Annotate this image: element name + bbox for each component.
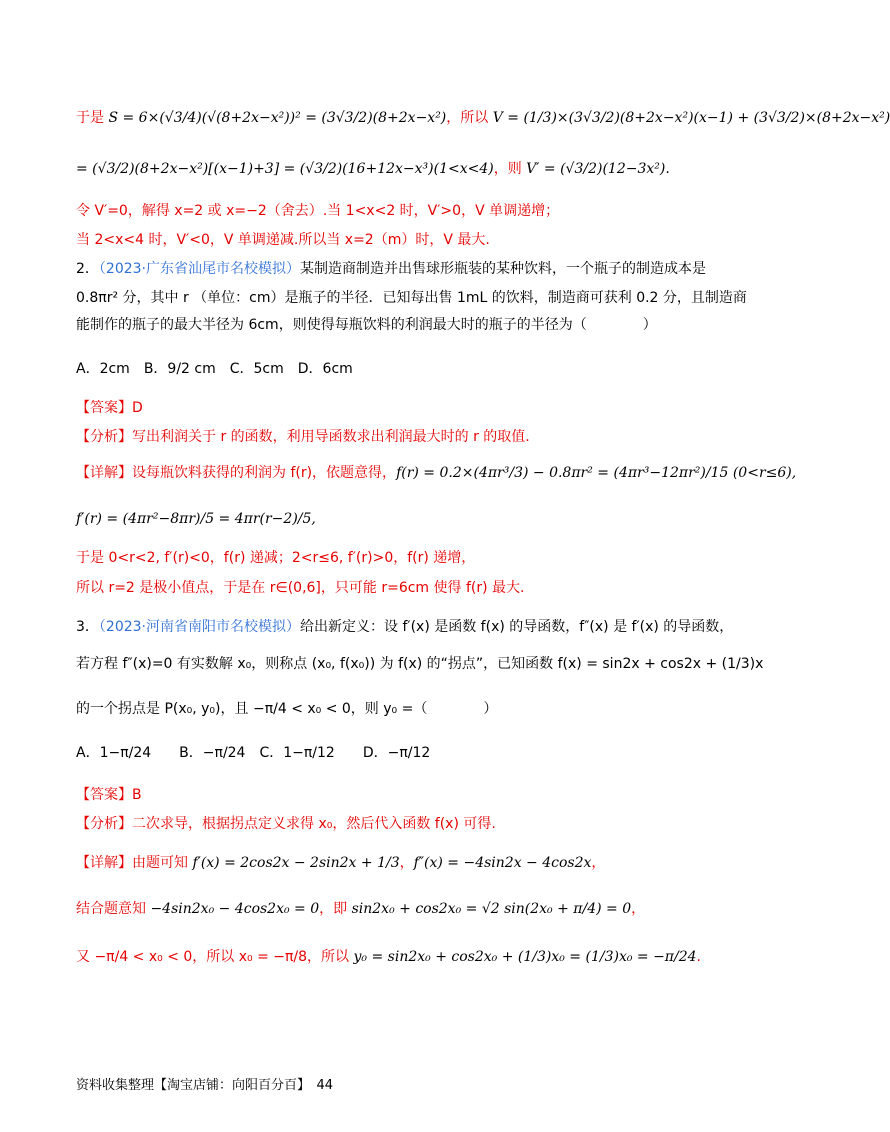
text-segment: A．1−π/24 B．−π/24 C．1−π/12 D．−π/12 (76, 745, 431, 761)
text-segment: 【答案】B (76, 787, 142, 803)
text-segment: sin2x₀ + cos2x₀ = √2 sin(2x₀ + π/4) = 0 (351, 901, 632, 917)
text-line (76, 813, 736, 835)
page-footer: 资料收集整理【淘宝店铺：向阳百分百】 44 (76, 1078, 334, 1093)
text-line (76, 742, 736, 764)
text-segment: = (√3/2)(8+2x−x²)[(x−1)+3] = (√3/2)(16+12x−x³)(1<x<4) (76, 161, 494, 177)
text-line (76, 508, 736, 530)
text-segment: . (696, 949, 701, 965)
text-segment: 若方程 f″(x)=0 有实数解 x₀，则称点 (x₀, f(x₀)) 为 f(x) 的“拐点”，已知函数 f(x) = sin2x + cos2x + (1/3)x (76, 656, 764, 672)
text-line (76, 258, 736, 280)
text-line (76, 200, 736, 222)
text-segment: ，所以 (446, 110, 493, 126)
text-line (76, 653, 764, 675)
text-segment: ，即 (319, 901, 352, 917)
text-segment: 的一个拐点是 P(x₀, y₀)，且 −π/4 < x₀ < 0，则 y₀ =（ ） (76, 701, 498, 717)
text-segment: f(r) = 0.2×(4πr³/3) − 0.8πr² = (4πr³−12πr²)/15 (0<r≤6), (396, 465, 797, 481)
text-line (76, 577, 736, 599)
text-segment: S = 6×(√3/4)(√(8+2x−x²))² = (3√3/2)(8+2x−x²) (108, 110, 447, 126)
text-line (76, 616, 736, 638)
text-segment: 3． (76, 619, 99, 635)
text-segment: 给出新定义：设 f′(x) 是函数 f(x) 的导函数，f″(x) 是 f′(x) 的导函数， (300, 619, 734, 635)
text-line (76, 229, 736, 251)
text-line (76, 426, 736, 448)
text-segment: 2． (76, 261, 99, 277)
text-segment: 当 2<x<4 时，V′<0，V 单调递减.所以当 x=2（m）时，V 最大. (76, 232, 490, 248)
text-line (76, 462, 797, 484)
text-line (76, 358, 736, 380)
text-segment: 【详解】设每瓶饮料获得的利润为 f(r)，依题意得， (76, 465, 397, 481)
text-segment: 又 −π/4 < x₀ < 0，所以 x₀ = −π/8，所以 (76, 949, 354, 965)
text-line (76, 852, 736, 874)
text-segment: −4sin2x₀ − 4cos2x₀ = 0 (150, 901, 320, 917)
text-segment: 【详解】由题可知 (76, 855, 193, 871)
text-line (76, 946, 736, 968)
text-segment: ，则 (493, 161, 527, 177)
text-line (76, 898, 736, 920)
text-line (76, 107, 890, 129)
text-segment: 于是 0<r<2, f′(r)<0，f(r) 递减；2<r≤6, f′(r)>0，f(r) 递增， (76, 550, 476, 566)
text-segment: A．2cm B．9/2 cm C．5cm D．6cm (76, 361, 353, 377)
text-segment: 结合题意知 (76, 901, 151, 917)
text-segment: f′(r) = (4πr²−8πr)/5 = 4πr(r−2)/5, (76, 511, 316, 527)
text-segment: （2023·广东省汕尾市名校模拟） (98, 261, 301, 277)
text-segment: ， (399, 855, 414, 871)
text-segment: 于是 (76, 110, 109, 126)
text-line (76, 314, 736, 336)
text-segment: y₀ = sin2x₀ + cos2x₀ + (1/3)x₀ = (1/3)x₀ = −π/24 (353, 949, 697, 965)
text-segment: f′(x) = 2cos2x − 2sin2x + 1/3 (192, 855, 400, 871)
text-segment: 令 V′=0，解得 x=2 或 x=−2（舍去）.当 1<x<2 时，V′>0，V 单调递增； (76, 203, 560, 219)
text-segment: ， (591, 855, 606, 871)
text-segment: （2023·河南省南阳市名校模拟） (98, 619, 301, 635)
text-line (76, 158, 736, 180)
text-line (76, 698, 736, 720)
text-segment: ， (631, 901, 646, 917)
text-segment: 【分析】二次求导，根据拐点定义求得 x₀，然后代入函数 f(x) 可得. (76, 816, 496, 832)
text-line (76, 784, 736, 806)
text-segment: 【分析】写出利润关于 r 的函数，利用导函数求出利润最大时的 r 的取值. (76, 429, 530, 445)
text-segment: 所以 r=2 是极小值点，于是在 r∈(0,6]，只可能 r=6cm 使得 f(r) 最大. (76, 580, 525, 596)
text-segment: V′ = (√3/2)(12−3x²). (526, 161, 670, 177)
text-line (76, 287, 747, 309)
text-line (76, 397, 736, 419)
text-segment: V = (1/3)×(3√3/2)(8+2x−x²)(x−1) + (3√3/2)×(8+2x−x²) (492, 110, 890, 126)
text-segment: f″(x) = −4sin2x − 4cos2x (413, 855, 592, 871)
text-segment: 某制造商制造并出售球形瓶装的某种饮料，一个瓶子的制造成本是 (300, 261, 707, 277)
text-segment: 能制作的瓶子的最大半径为 6cm，则使得每瓶饮料的利润最大时的瓶子的半径为（ ） (76, 317, 657, 333)
text-segment: 0.8πr² 分，其中 r （单位：cm）是瓶子的半径．已知每出售 1mL 的饮料，制造商可获利 0.2 分，且制造商 (76, 290, 747, 306)
text-line (76, 547, 736, 569)
text-segment: 【答案】D (76, 400, 143, 416)
